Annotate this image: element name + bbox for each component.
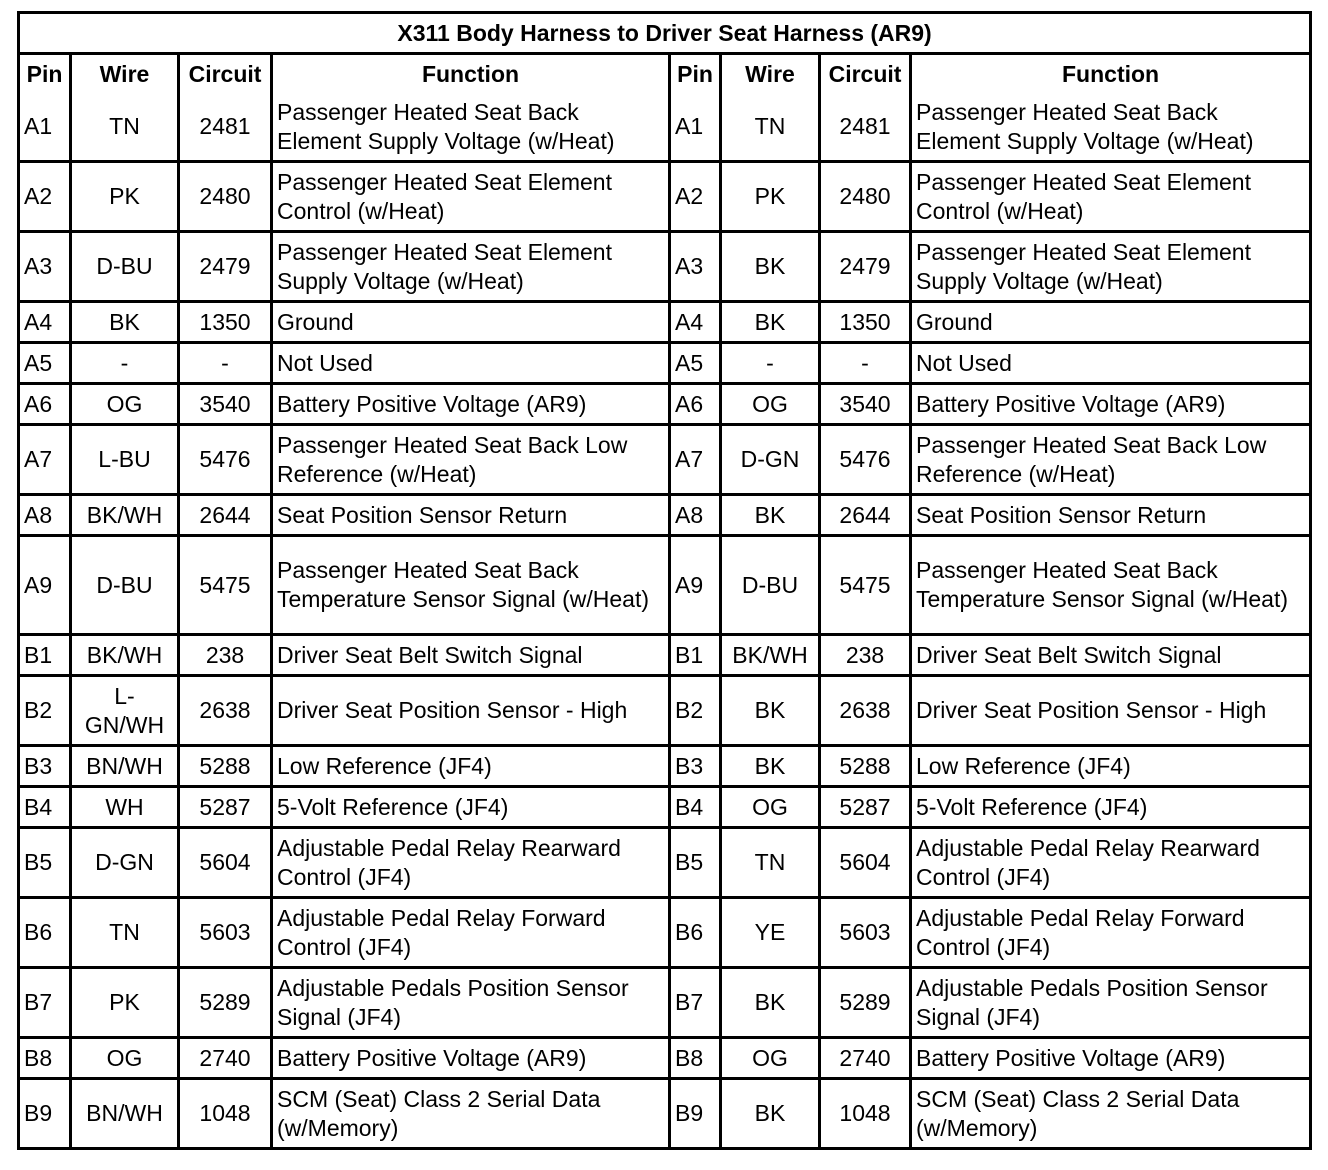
header-wire-right: Wire	[722, 55, 821, 93]
left-function-cell: Low Reference (JF4)	[273, 747, 671, 788]
left-pin-cell: A2	[20, 163, 72, 233]
right-wire-cell: TN	[722, 829, 821, 899]
right-pin-cell: B7	[671, 969, 722, 1039]
left-circuit-cell: 5288	[180, 747, 273, 788]
right-wire-cell: BK	[722, 1080, 821, 1147]
table-row	[20, 426, 1309, 496]
left-function-cell: Passenger Heated Seat Element Supply Voltage (w/Heat)	[273, 233, 671, 303]
left-function-cell: Adjustable Pedal Relay Forward Control (JF4)	[273, 899, 671, 969]
table-body	[20, 93, 1309, 1147]
right-circuit-cell: 5603	[821, 899, 912, 969]
right-function-cell: Passenger Heated Seat Back Temperature Sensor Signal (w/Heat)	[912, 537, 1309, 636]
header-pin-right: Pin	[671, 55, 722, 93]
right-pin-cell: B3	[671, 747, 722, 788]
right-wire-cell: BK	[722, 233, 821, 303]
header-function-left: Function	[273, 55, 671, 93]
header-function-right: Function	[912, 55, 1309, 93]
left-circuit-cell: -	[180, 344, 273, 385]
right-function-cell: Passenger Heated Seat Back Low Reference (w/Heat)	[912, 426, 1309, 496]
table-row	[20, 163, 1309, 233]
right-wire-cell: D-GN	[722, 426, 821, 496]
right-circuit-cell: 1048	[821, 1080, 912, 1147]
right-circuit-cell: 2740	[821, 1039, 912, 1080]
left-wire-cell: TN	[72, 93, 180, 163]
left-pin-cell: A4	[20, 303, 72, 344]
left-function-cell: Passenger Heated Seat Back Low Reference (w/Heat)	[273, 426, 671, 496]
left-wire-cell: BK/WH	[72, 636, 180, 677]
right-pin-cell: B8	[671, 1039, 722, 1080]
right-pin-cell: A6	[671, 385, 722, 426]
table-row	[20, 537, 1309, 636]
left-function-cell: Ground	[273, 303, 671, 344]
right-wire-cell: OG	[722, 385, 821, 426]
right-function-cell: Passenger Heated Seat Back Element Supply Voltage (w/Heat)	[912, 93, 1309, 163]
right-function-cell: SCM (Seat) Class 2 Serial Data (w/Memory)	[912, 1080, 1309, 1147]
table-row	[20, 1039, 1309, 1080]
left-function-cell: SCM (Seat) Class 2 Serial Data (w/Memory)	[273, 1080, 671, 1147]
right-circuit-cell: 2479	[821, 233, 912, 303]
right-wire-cell: OG	[722, 1039, 821, 1080]
left-function-cell: Seat Position Sensor Return	[273, 496, 671, 537]
table-row	[20, 233, 1309, 303]
right-function-cell: Low Reference (JF4)	[912, 747, 1309, 788]
right-wire-cell: YE	[722, 899, 821, 969]
left-pin-cell: A8	[20, 496, 72, 537]
header-wire-left: Wire	[72, 55, 180, 93]
right-pin-cell: A8	[671, 496, 722, 537]
right-circuit-cell: 2644	[821, 496, 912, 537]
left-circuit-cell: 3540	[180, 385, 273, 426]
right-circuit-cell: 5476	[821, 426, 912, 496]
left-circuit-cell: 5475	[180, 537, 273, 636]
right-pin-cell: A7	[671, 426, 722, 496]
left-wire-cell: L-GN/WH	[72, 677, 180, 747]
right-circuit-cell: -	[821, 344, 912, 385]
right-circuit-cell: 2638	[821, 677, 912, 747]
left-circuit-cell: 2481	[180, 93, 273, 163]
left-wire-cell: L-BU	[72, 426, 180, 496]
table-row	[20, 385, 1309, 426]
right-wire-cell: BK	[722, 969, 821, 1039]
right-circuit-cell: 5475	[821, 537, 912, 636]
left-wire-cell: D-GN	[72, 829, 180, 899]
left-pin-cell: B6	[20, 899, 72, 969]
table-row	[20, 1080, 1309, 1147]
left-function-cell: Adjustable Pedal Relay Rearward Control (JF4)	[273, 829, 671, 899]
right-wire-cell: D-BU	[722, 537, 821, 636]
right-wire-cell: BK	[722, 677, 821, 747]
table-row	[20, 747, 1309, 788]
right-wire-cell: -	[722, 344, 821, 385]
left-function-cell: 5-Volt Reference (JF4)	[273, 788, 671, 829]
right-function-cell: Battery Positive Voltage (AR9)	[912, 1039, 1309, 1080]
left-wire-cell: D-BU	[72, 233, 180, 303]
right-circuit-cell: 5288	[821, 747, 912, 788]
left-pin-cell: B2	[20, 677, 72, 747]
left-circuit-cell: 2479	[180, 233, 273, 303]
right-circuit-cell: 5289	[821, 969, 912, 1039]
header-circuit-right: Circuit	[821, 55, 912, 93]
left-circuit-cell: 5287	[180, 788, 273, 829]
left-circuit-cell: 1350	[180, 303, 273, 344]
left-function-cell: Battery Positive Voltage (AR9)	[273, 385, 671, 426]
right-circuit-cell: 5604	[821, 829, 912, 899]
right-function-cell: Ground	[912, 303, 1309, 344]
right-circuit-cell: 5287	[821, 788, 912, 829]
left-pin-cell: A9	[20, 537, 72, 636]
right-function-cell: Adjustable Pedal Relay Rearward Control (JF4)	[912, 829, 1309, 899]
table-row	[20, 496, 1309, 537]
right-wire-cell: BK/WH	[722, 636, 821, 677]
right-pin-cell: A2	[671, 163, 722, 233]
right-pin-cell: A4	[671, 303, 722, 344]
table-row	[20, 344, 1309, 385]
left-wire-cell: -	[72, 344, 180, 385]
left-pin-cell: B1	[20, 636, 72, 677]
right-wire-cell: TN	[722, 93, 821, 163]
right-function-cell: Adjustable Pedal Relay Forward Control (JF4)	[912, 899, 1309, 969]
right-pin-cell: A1	[671, 93, 722, 163]
right-pin-cell: B6	[671, 899, 722, 969]
right-circuit-cell: 1350	[821, 303, 912, 344]
table-row	[20, 899, 1309, 969]
left-pin-cell: A3	[20, 233, 72, 303]
left-function-cell: Passenger Heated Seat Element Control (w/Heat)	[273, 163, 671, 233]
left-wire-cell: OG	[72, 1039, 180, 1080]
right-circuit-cell: 3540	[821, 385, 912, 426]
right-pin-cell: B9	[671, 1080, 722, 1147]
table-row	[20, 829, 1309, 899]
left-circuit-cell: 1048	[180, 1080, 273, 1147]
left-circuit-cell: 5289	[180, 969, 273, 1039]
left-circuit-cell: 2644	[180, 496, 273, 537]
right-function-cell: 5-Volt Reference (JF4)	[912, 788, 1309, 829]
table-row	[20, 677, 1309, 747]
right-pin-cell: B4	[671, 788, 722, 829]
right-pin-cell: A3	[671, 233, 722, 303]
right-function-cell: Driver Seat Belt Switch Signal	[912, 636, 1309, 677]
left-wire-cell: TN	[72, 899, 180, 969]
right-wire-cell: BK	[722, 496, 821, 537]
right-circuit-cell: 238	[821, 636, 912, 677]
left-pin-cell: A5	[20, 344, 72, 385]
table-row	[20, 303, 1309, 344]
table-title: X311 Body Harness to Driver Seat Harness (AR9)	[20, 14, 1309, 55]
pinout-table	[17, 11, 1312, 1150]
left-function-cell: Adjustable Pedals Position Sensor Signal (JF4)	[273, 969, 671, 1039]
right-function-cell: Passenger Heated Seat Element Control (w/Heat)	[912, 163, 1309, 233]
left-pin-cell: B7	[20, 969, 72, 1039]
left-function-cell: Driver Seat Belt Switch Signal	[273, 636, 671, 677]
right-function-cell: Passenger Heated Seat Element Supply Voltage (w/Heat)	[912, 233, 1309, 303]
left-pin-cell: B4	[20, 788, 72, 829]
right-circuit-cell: 2481	[821, 93, 912, 163]
right-pin-cell: B5	[671, 829, 722, 899]
left-pin-cell: A1	[20, 93, 72, 163]
right-circuit-cell: 2480	[821, 163, 912, 233]
table-row	[20, 93, 1309, 163]
right-wire-cell: OG	[722, 788, 821, 829]
left-wire-cell: BK	[72, 303, 180, 344]
left-circuit-cell: 2480	[180, 163, 273, 233]
right-pin-cell: A5	[671, 344, 722, 385]
left-function-cell: Passenger Heated Seat Back Temperature Sensor Signal (w/Heat)	[273, 537, 671, 636]
left-pin-cell: A6	[20, 385, 72, 426]
right-function-cell: Not Used	[912, 344, 1309, 385]
left-circuit-cell: 2740	[180, 1039, 273, 1080]
left-pin-cell: B8	[20, 1039, 72, 1080]
right-wire-cell: PK	[722, 163, 821, 233]
left-wire-cell: BN/WH	[72, 747, 180, 788]
left-function-cell: Not Used	[273, 344, 671, 385]
header-circuit-left: Circuit	[180, 55, 273, 93]
right-function-cell: Driver Seat Position Sensor - High	[912, 677, 1309, 747]
left-circuit-cell: 2638	[180, 677, 273, 747]
left-function-cell: Driver Seat Position Sensor - High	[273, 677, 671, 747]
table-row	[20, 636, 1309, 677]
left-function-cell: Battery Positive Voltage (AR9)	[273, 1039, 671, 1080]
table-row	[20, 788, 1309, 829]
right-function-cell: Battery Positive Voltage (AR9)	[912, 385, 1309, 426]
left-wire-cell: D-BU	[72, 537, 180, 636]
right-pin-cell: A9	[671, 537, 722, 636]
left-circuit-cell: 238	[180, 636, 273, 677]
left-function-cell: Passenger Heated Seat Back Element Supply Voltage (w/Heat)	[273, 93, 671, 163]
right-wire-cell: BK	[722, 747, 821, 788]
left-wire-cell: BN/WH	[72, 1080, 180, 1147]
left-wire-cell: OG	[72, 385, 180, 426]
left-pin-cell: B9	[20, 1080, 72, 1147]
right-pin-cell: B2	[671, 677, 722, 747]
left-circuit-cell: 5603	[180, 899, 273, 969]
right-wire-cell: BK	[722, 303, 821, 344]
left-circuit-cell: 5604	[180, 829, 273, 899]
right-function-cell: Adjustable Pedals Position Sensor Signal (JF4)	[912, 969, 1309, 1039]
left-wire-cell: PK	[72, 163, 180, 233]
left-wire-cell: PK	[72, 969, 180, 1039]
left-pin-cell: B3	[20, 747, 72, 788]
left-pin-cell: B5	[20, 829, 72, 899]
right-pin-cell: B1	[671, 636, 722, 677]
left-wire-cell: BK/WH	[72, 496, 180, 537]
left-wire-cell: WH	[72, 788, 180, 829]
left-circuit-cell: 5476	[180, 426, 273, 496]
left-pin-cell: A7	[20, 426, 72, 496]
table-row	[20, 969, 1309, 1039]
header-pin-left: Pin	[20, 55, 72, 93]
right-function-cell: Seat Position Sensor Return	[912, 496, 1309, 537]
